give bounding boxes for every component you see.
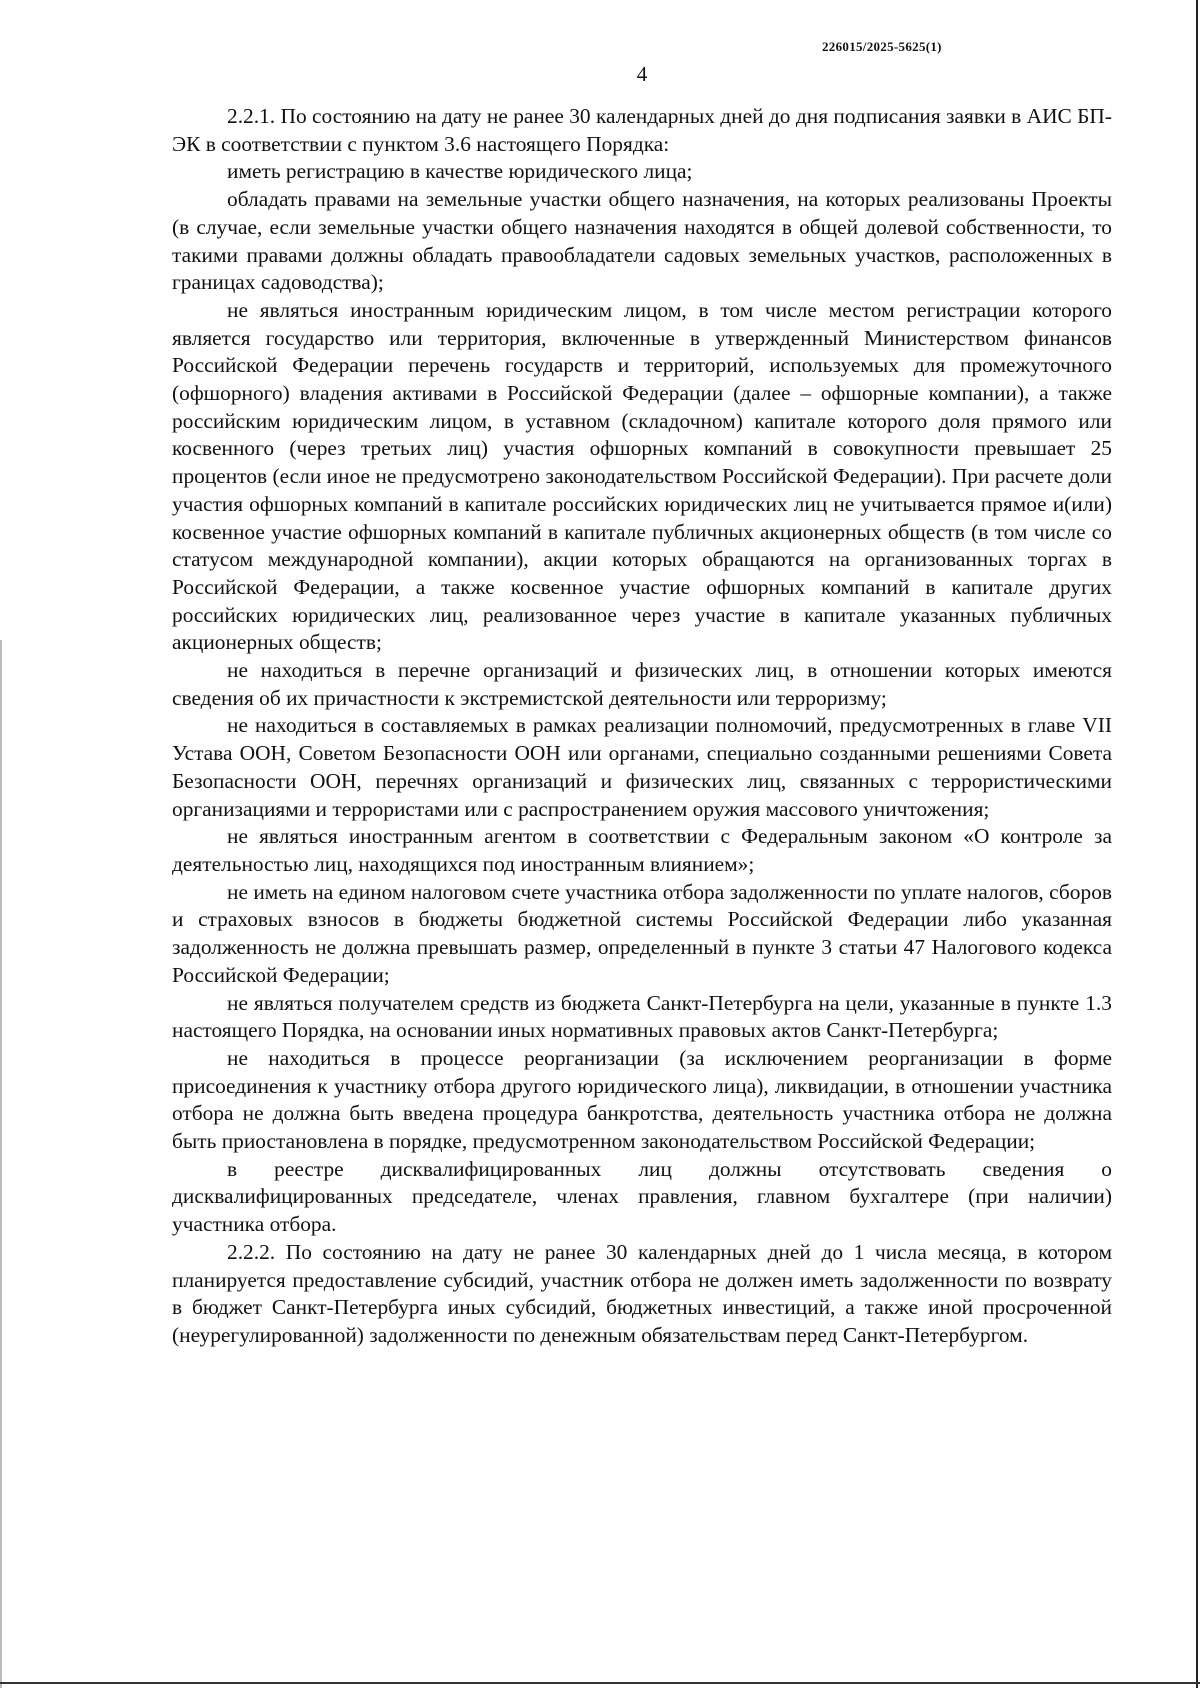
paragraph-foreign-agent: не являться иностранным агентом в соответствии с Федеральным законом «О контроле за деятельностью лиц, находящихся под иностранным влиянием»; xyxy=(172,824,1112,876)
scan-edge-right xyxy=(1196,0,1198,1688)
paragraph-2-2-1-intro: 2.2.1. По состоянию на дату не ранее 30 календарных дней до дня подписания заявки в АИС БП-ЭК в соответствии с пунктом 3.6 настоящего Порядка: xyxy=(172,104,1112,156)
paragraph-un-security-council-lists: не находиться в составляемых в рамках реализации полномочий, предусмотренных в главе VII Устава ООН, Советом Безопасности ООН или органами, специально созданными решениями Совета Безопасности ООН, перечнях организаций и физических лиц, связанных с террористическими организациями и террористами или с распространением оружия массового уничтожения; xyxy=(172,713,1112,821)
paragraph-budget-recipient: не являться получателем средств из бюджета Санкт-Петербурга на цели, указанные в пункте 1.3 настоящего Порядка, на основании иных нормативных правовых актов Санкт-Петербурга; xyxy=(172,990,1112,1043)
paragraph-extremism-list: не находиться в перечне организаций и физических лиц, в отношении которых имеются сведения об их причастности к экстремистской деятельности или терроризму; xyxy=(172,658,1112,710)
page-number: 4 xyxy=(636,62,648,86)
document-body xyxy=(172,103,1112,1350)
paragraph-reorganization: не находиться в процессе реорганизации (за исключением реорганизации в форме присоединения к участнику отбора другого юридического лица), ликвидации, в отношении участника отбора не должна быть введена процедура банкротства, деятельность участника отбора не должна быть приостановлена в порядке, предусмотренном законодательством Российской Федерации; xyxy=(172,1045,1112,1154)
paragraph-legal-entity-registration: иметь регистрацию в качестве юридического лица; xyxy=(227,159,693,184)
paragraph-tax-debt: не иметь на едином налоговом счете участника отбора задолженности по уплате налогов, сборов и страховых взносов в бюджеты бюджетной системы Российской Федерации либо указанная задолженность не должна превышать размер, определенный в пункте 3 статьи 47 Налогового кодекса Российской Федерации; xyxy=(172,879,1112,987)
paragraph-land-rights: обладать правами на земельные участки общего назначения, на которых реализованы Проекты (в случае, если земельные участки общего назначения находятся в общей долевой собственности, то такими правами должны обладать правообладатели садовых земельных участков, расположенных в границах садоводства); xyxy=(172,187,1112,295)
scan-edge-bottom xyxy=(0,1682,1200,1684)
paragraph-disqualified-persons: в реестре дисквалифицированных лиц должны отсутствовать сведения о дисквалифицированных председателе, членах правления, главном бухгалтере (при наличии) участника отбора. xyxy=(172,1156,1112,1237)
paragraph-offshore-companies: не являться иностранным юридическим лицом, в том числе местом регистрации которого является государство или территория, включенные в утвержденный Министерством финансов Российской Федерации перечень государств и территорий, используемых для промежуточного (офшорного) владения активами в Российской Федерации (далее – офшорные компании), а также российским юридическим лицом, в уставном (складочном) капитале которого доля прямого или косвенного (через третьих лиц) участия офшорных компаний в совокупности превышает 25 процентов (если иное не предусмотрено законодательством Российской Федерации). При расчете доли участия офшорных компаний в капитале российских юридических лиц не учитывается прямое и(или) косвенное участие офшорных компаний в капитале публичных акционерных обществ (в том числе со статусом международной компании), акции которых обращаются на организованных торгах в Российской Федерации, а также косвенное участие офшорных компаний в капитале других российских юридических лиц, реализованное через участие в капитале указанных публичных акционерных обществ; xyxy=(172,297,1112,655)
scan-edge-left xyxy=(0,640,2,1688)
document-id: 226015/2025-5625(1) xyxy=(822,39,942,54)
paragraph-2-2-2-debt: 2.2.2. По состоянию на дату не ранее 30 календарных дней до 1 числа месяца, в котором планируется предоставление субсидий, участник отбора не должен иметь задолженности по возврату в бюджет Санкт-Петербурга иных субсидий, бюджетных инвестиций, а также иной просроченной (неурегулированной) задолженности по денежным обязательствам перед Санкт-Петербургом. xyxy=(172,1239,1112,1347)
